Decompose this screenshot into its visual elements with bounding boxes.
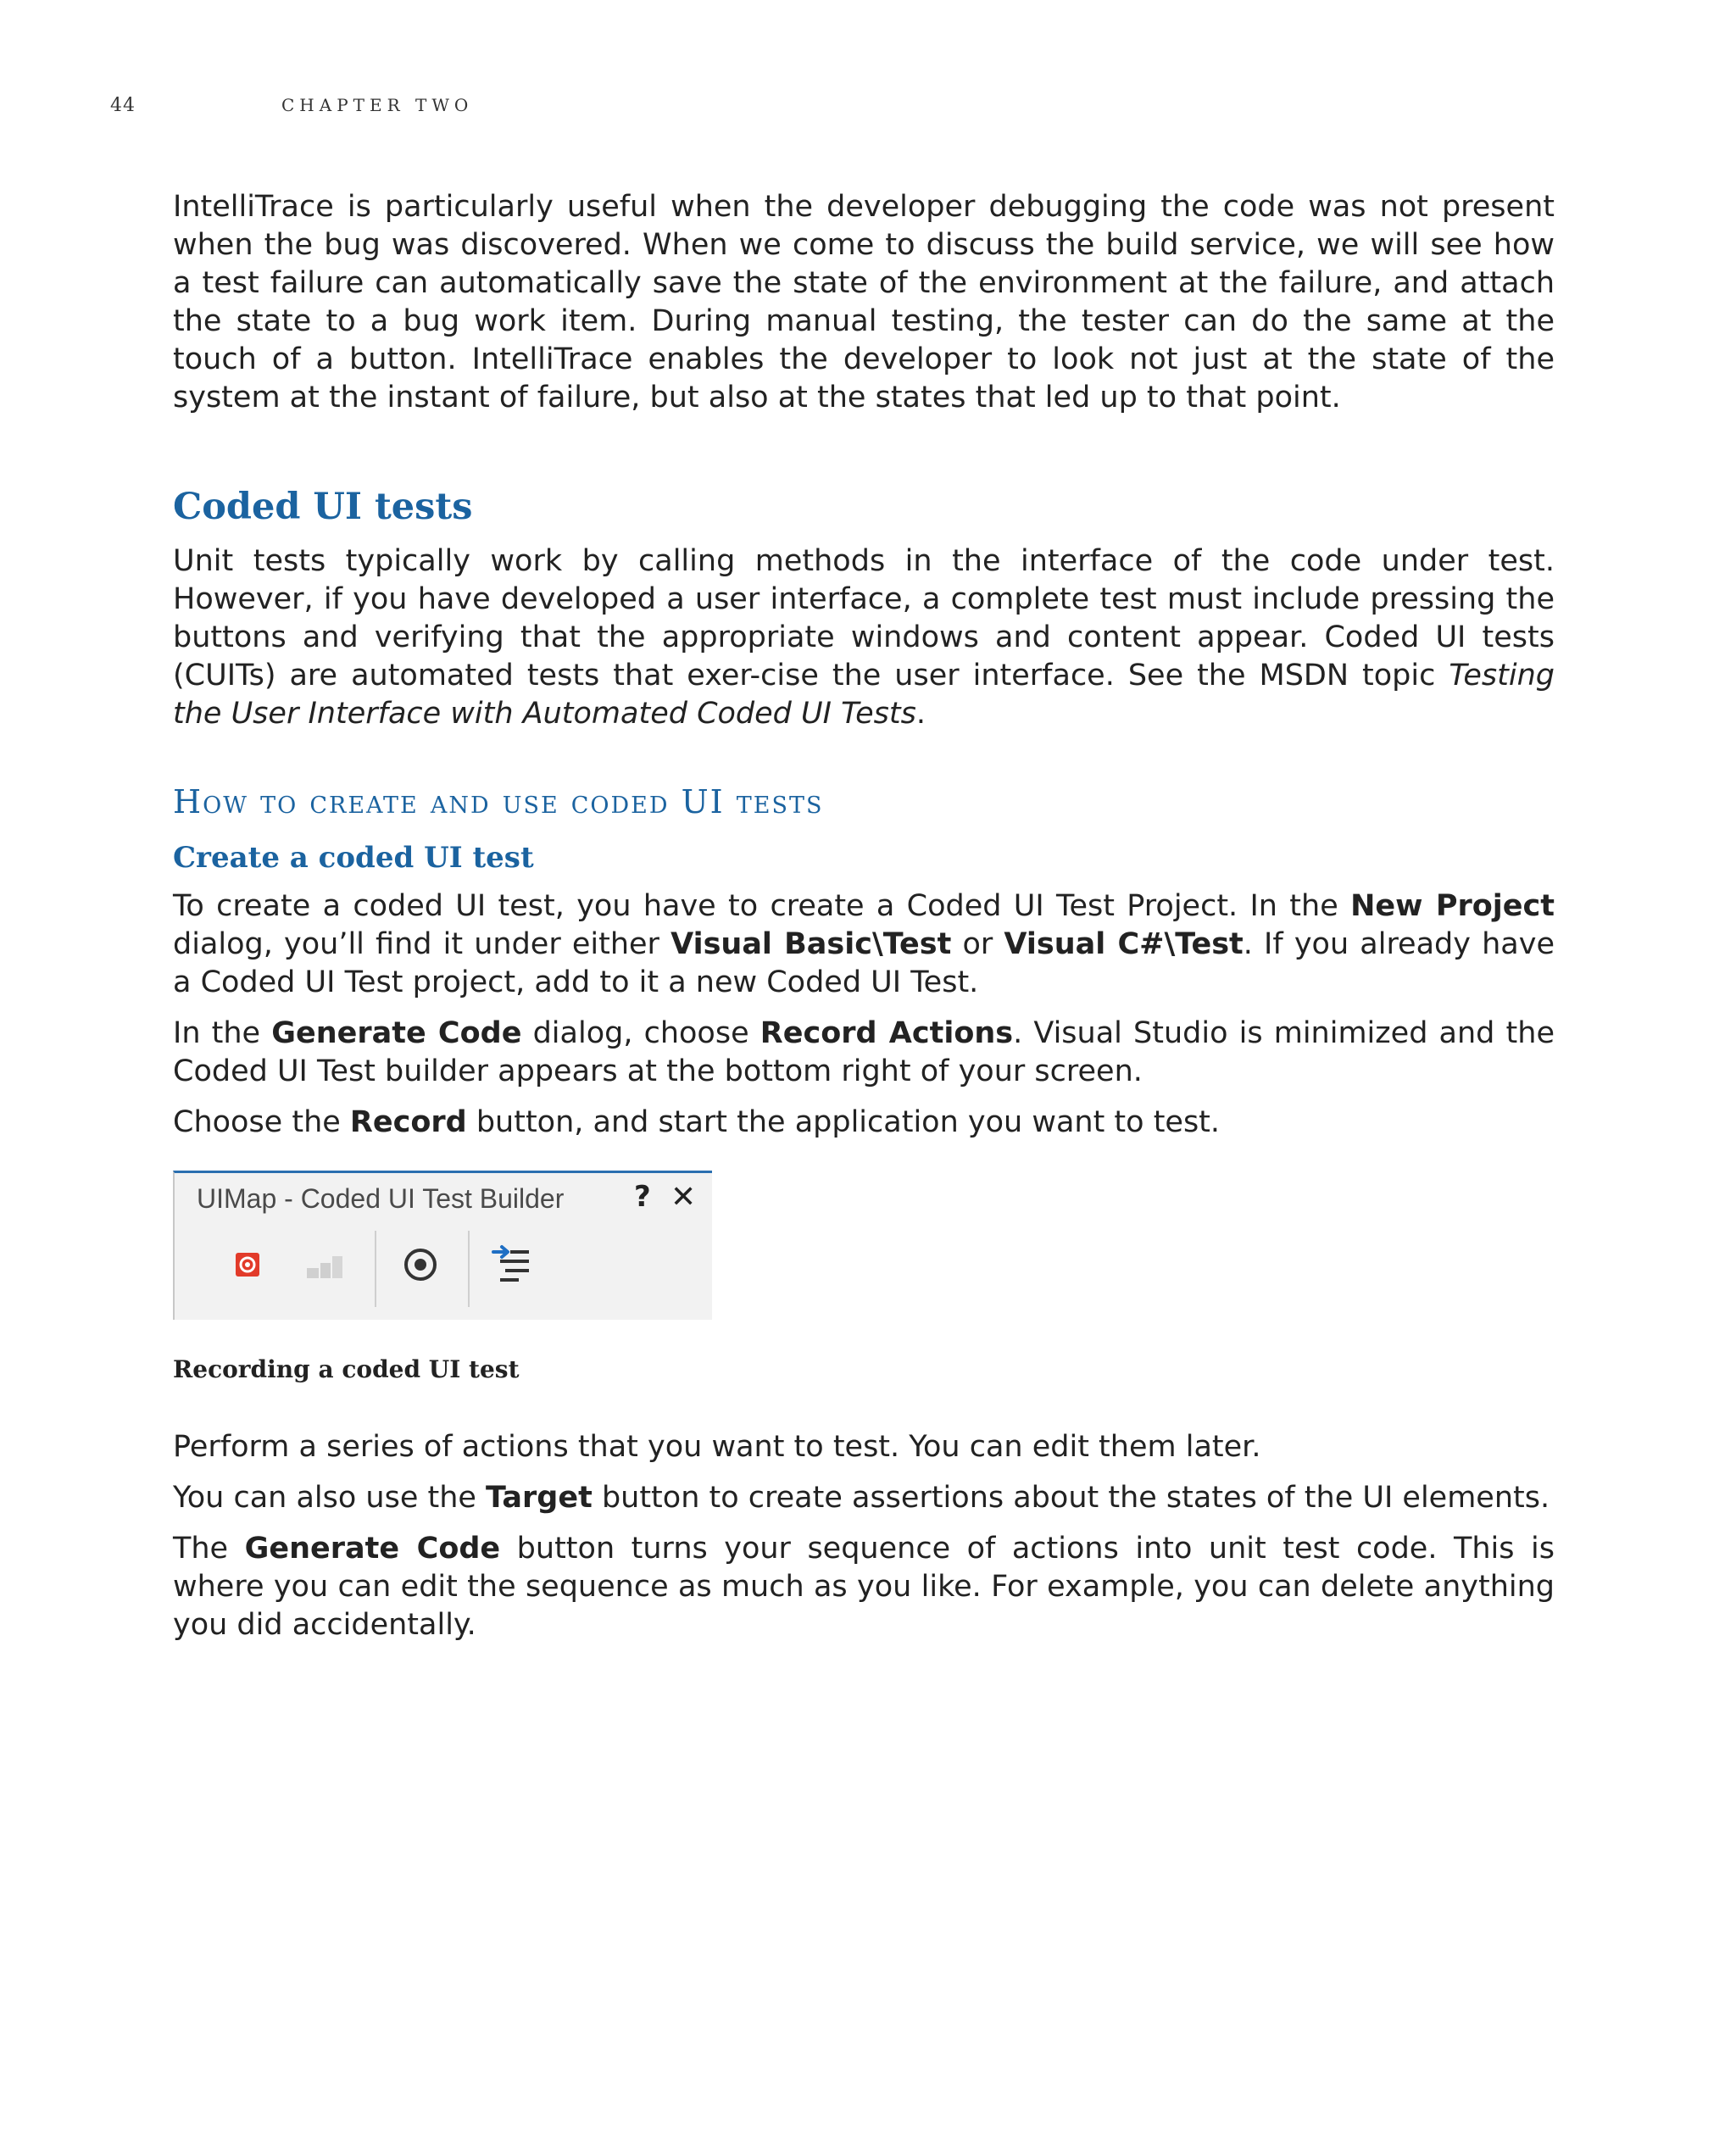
msdn-topic-title: Testing the User Interface with Automated Coded UI Tests (173, 659, 1555, 731)
text-run: button turns your sequence of actions into unit test code. This is where you can edit the sequence as much as you like. For example, you can delete anything you did accidentally. (173, 1532, 1555, 1642)
generate-code-icon (488, 1241, 536, 1288)
text-run: dialog, choose (521, 1016, 760, 1050)
chapter-label: CHAPTER TWO (281, 95, 474, 115)
pause-steps-icon (300, 1241, 348, 1288)
toolbar-separator (468, 1231, 470, 1307)
ui-term: Visual C#\Test (1004, 927, 1244, 961)
ui-term: New Project (1350, 889, 1555, 923)
text-run: or (951, 927, 1004, 961)
target-button[interactable] (397, 1241, 444, 1288)
after-paragraph-3 (173, 1530, 1555, 1644)
ui-term: Target (486, 1481, 593, 1515)
text-run: In the (173, 1016, 272, 1050)
help-button[interactable]: ? (634, 1180, 651, 1214)
step-paragraph-1 (173, 887, 1555, 1002)
close-button[interactable]: ✕ (670, 1180, 697, 1215)
text-run: button, and start the application you want to test. (466, 1105, 1221, 1139)
subsubsection-heading: Create a coded UI test (173, 841, 534, 875)
generate-code-button[interactable] (488, 1241, 536, 1288)
text-run: The (173, 1532, 245, 1566)
record-icon (224, 1241, 271, 1288)
window-title: UIMap - Coded UI Test Builder (197, 1183, 565, 1214)
after-paragraph-2 (173, 1479, 1555, 1517)
ui-term: Record (349, 1105, 467, 1139)
section-heading: Coded UI tests (173, 486, 473, 528)
text-run: . If you already have a Coded UI Test project, add to it a new Coded UI Test. (173, 927, 1555, 999)
record-button[interactable] (224, 1241, 271, 1288)
figure-caption: Recording a coded UI test (173, 1355, 520, 1383)
after-paragraph-1: Perform a series of actions that you want to test. You can edit them later. (173, 1430, 1261, 1464)
section-paragraph-text: Unit tests typically work by calling methods in the interface of the code under test. However, if you have developed a user interface, a complete test must include pressing the buttons and verifying that the appropriate windows and content appear. Coded UI tests (CUITs) are automated tests that exer-cise the user interface. See the MSDN topic (173, 544, 1555, 693)
text-run: You can also use the (173, 1481, 487, 1515)
section-paragraph-end: . (915, 697, 926, 731)
subsection-heading: How to create and use coded UI tests (173, 783, 824, 820)
step-paragraph-3 (173, 1104, 1555, 1142)
ui-term: Generate Code (244, 1532, 501, 1566)
step-paragraph-2 (173, 1015, 1555, 1091)
text-run: . Visual Studio is minimized and the Coded UI Test builder appears at the bottom right of your screen. (173, 1016, 1555, 1088)
text-run: dialog, you’ll find it under either (173, 927, 671, 961)
text-run: To create a coded UI test, you have to create a Coded UI Test Project. In the (173, 889, 1351, 923)
edit-steps-button[interactable] (300, 1241, 348, 1288)
toolbar-separator (375, 1231, 376, 1307)
section-paragraph (173, 542, 1555, 733)
text-run: Choose the (173, 1105, 350, 1139)
page-content (173, 188, 1555, 1644)
page-number: 44 (110, 95, 136, 116)
ui-term: Visual Basic\Test (670, 927, 952, 961)
running-head (110, 95, 1551, 129)
coded-ui-test-builder-window (173, 1171, 712, 1320)
ui-term: Record Actions (760, 1016, 1014, 1050)
intro-paragraph: IntelliTrace is particularly useful when the developer debugging the code was not present when the bug was discovered. When we come to discuss the build service, we will see how a test failure can automatically save the state of the environment at the failure, and attach the state to a bug work item. During manual testing, the tester can do the same at the touch of a button. IntelliTrace enables the developer to look not just at the state of the system at the instant of failure, but also at the states that led up to that point. (173, 190, 1555, 414)
ui-term: Generate Code (271, 1016, 522, 1050)
text-run: button to create assertions about the states of the UI elements. (592, 1481, 1550, 1515)
target-icon (397, 1241, 444, 1288)
